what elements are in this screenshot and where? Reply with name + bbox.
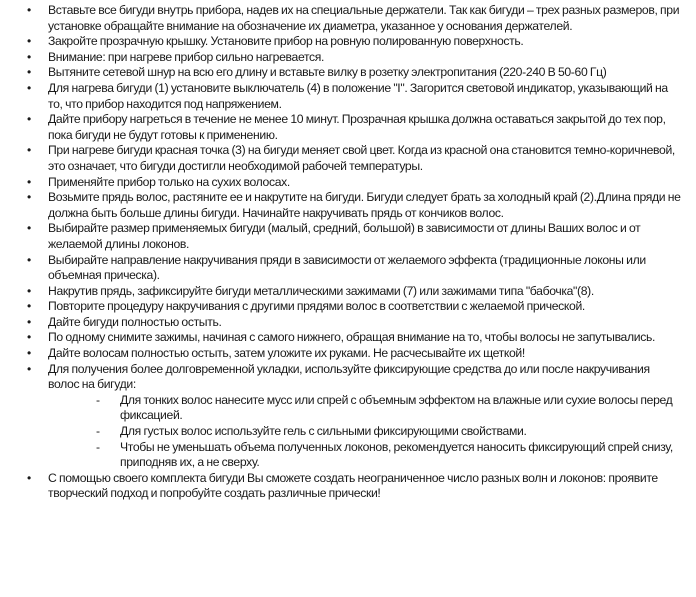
- bullet-icon: •: [27, 361, 31, 376]
- dash-marker: -: [96, 439, 100, 454]
- list-item-text: По одному снимите зажимы, начиная с самого нижнего, обращая внимание на то, чтобы волосы не запутывались.: [48, 330, 655, 345]
- list-item: [0, 112, 682, 143]
- sub-list-item: [48, 393, 682, 424]
- instruction-list: [0, 3, 682, 502]
- list-item: [0, 471, 682, 502]
- list-item-text: Выбирайте направление накручивания пряди в зависимости от желаемого эффекта (традиционные локоны или объемная прическа).: [48, 252, 646, 283]
- bullet-icon: •: [27, 283, 31, 298]
- list-item: [0, 346, 682, 362]
- list-item: [0, 315, 682, 331]
- bullet-icon: •: [27, 314, 31, 329]
- list-item: [0, 362, 682, 471]
- list-item: [0, 253, 682, 284]
- list-item-text: Вставьте все бигуди внутрь прибора, надев их на специальные держатели. Так как бигуди – трех разных размеров, при установке обращайте внимание на обозначение их диаметра, указанное у основания держателей.: [48, 3, 680, 33]
- list-item-text: Для нагрева бигуди (1) установите выключатель (4) в положение "I". Загорится световой индикатор, указывающий на то, что прибор находится под напряжением.: [48, 80, 668, 111]
- bullet-icon: •: [27, 330, 31, 345]
- bullet-icon: •: [27, 49, 31, 64]
- sub-list: [48, 393, 682, 471]
- bullet-icon: •: [27, 3, 31, 17]
- list-item: [0, 221, 682, 252]
- list-item: [0, 3, 682, 34]
- list-item: [0, 175, 682, 191]
- list-item-text: Дайте прибору нагреться в течение не менее 10 минут. Прозрачная крышка должна оставаться закрытой до тех пор, пока бигуди не будут готовы к применению.: [48, 112, 666, 142]
- bullet-icon: •: [27, 65, 31, 80]
- list-item: [0, 50, 682, 66]
- list-item: [0, 65, 682, 81]
- sub-list-item-text: Чтобы не уменьшать объема полученных локонов, рекомендуется наносить фиксирующий спрей снизу, приподняв их, а не сверху.: [120, 439, 673, 470]
- list-item-text: Вытяните сетевой шнур на всю его длину и вставьте вилку в розетку электропитания (220-240 В 50-60 Гц): [48, 65, 607, 80]
- list-item: [0, 81, 682, 112]
- bullet-icon: •: [27, 190, 31, 205]
- bullet-icon: •: [27, 174, 31, 189]
- dash-marker: -: [96, 424, 100, 439]
- list-item-text: Внимание: при нагреве прибор сильно нагревается.: [48, 49, 325, 64]
- bullet-icon: •: [27, 346, 31, 361]
- list-item: [0, 34, 682, 50]
- bullet-icon: •: [27, 80, 31, 95]
- bullet-icon: •: [27, 470, 31, 485]
- sub-list-item-text: Для густых волос используйте гель с сильными фиксирующими свойствами.: [120, 424, 527, 439]
- bullet-icon: •: [27, 299, 31, 314]
- list-item-text: Повторите процедуру накручивания с другими прядями волос в соответствии с желаемой прической.: [48, 299, 585, 314]
- list-item-text: Для получения более долговременной укладки, используйте фиксирующие средства до или после накручивания волос на бигуди:: [48, 361, 650, 392]
- list-item: [0, 143, 682, 174]
- list-item-text: Применяйте прибор только на сухих волосах.: [48, 174, 290, 189]
- bullet-icon: •: [27, 252, 31, 267]
- list-item-text: Выбирайте размер применяемых бигуди (малый, средний, большой) в зависимости от длины Ваших волос и от желаемой длины локонов.: [48, 221, 641, 251]
- list-item-text: При нагреве бигуди красная точка (3) на бигуди меняет свой цвет. Когда из красной она становится темно-коричневой, это означает, что бигуди достигли необходимой рабочей температуры.: [48, 143, 675, 173]
- list-item-text: Закройте прозрачную крышку. Установите прибор на ровную полированную поверхность.: [48, 34, 524, 49]
- list-item: [0, 190, 682, 221]
- list-item-text: Возьмите прядь волос, растяните ее и накрутите на бигуди. Бигуди следует брать за холодный край (2).Длина пряди не должна быть больше длины бигуди. Начинайте накручивать прядь от кончиков волос.: [48, 190, 681, 220]
- bullet-icon: •: [27, 112, 31, 127]
- list-item-text: Дайте волосам полностью остыть, затем уложите их руками. Не расчесывайте их щеткой!: [48, 346, 525, 361]
- list-item-text: С помощью своего комплекта бигуди Вы сможете создать неограниченное число разных волн и локонов: проявите творческий подход и попробуйте создать различные прически!: [48, 470, 658, 501]
- bullet-icon: •: [27, 143, 31, 158]
- bullet-icon: •: [27, 34, 31, 49]
- list-item-text: Дайте бигуди полностью остыть.: [48, 314, 222, 329]
- sub-list-item: [48, 440, 682, 471]
- list-item: [0, 284, 682, 300]
- bullet-icon: •: [27, 221, 31, 236]
- list-item-text: Накрутив прядь, зафиксируйте бигуди металлическими зажимами (7) или зажимами типа "бабочка"(8).: [48, 283, 594, 298]
- list-item: [0, 299, 682, 315]
- list-item: [0, 330, 682, 346]
- sub-list-item: [48, 424, 682, 440]
- dash-marker: -: [96, 392, 100, 407]
- sub-list-item-text: Для тонких волос нанесите мусс или спрей с объемным эффектом на влажные или сухие волосы перед фиксацией.: [120, 392, 673, 423]
